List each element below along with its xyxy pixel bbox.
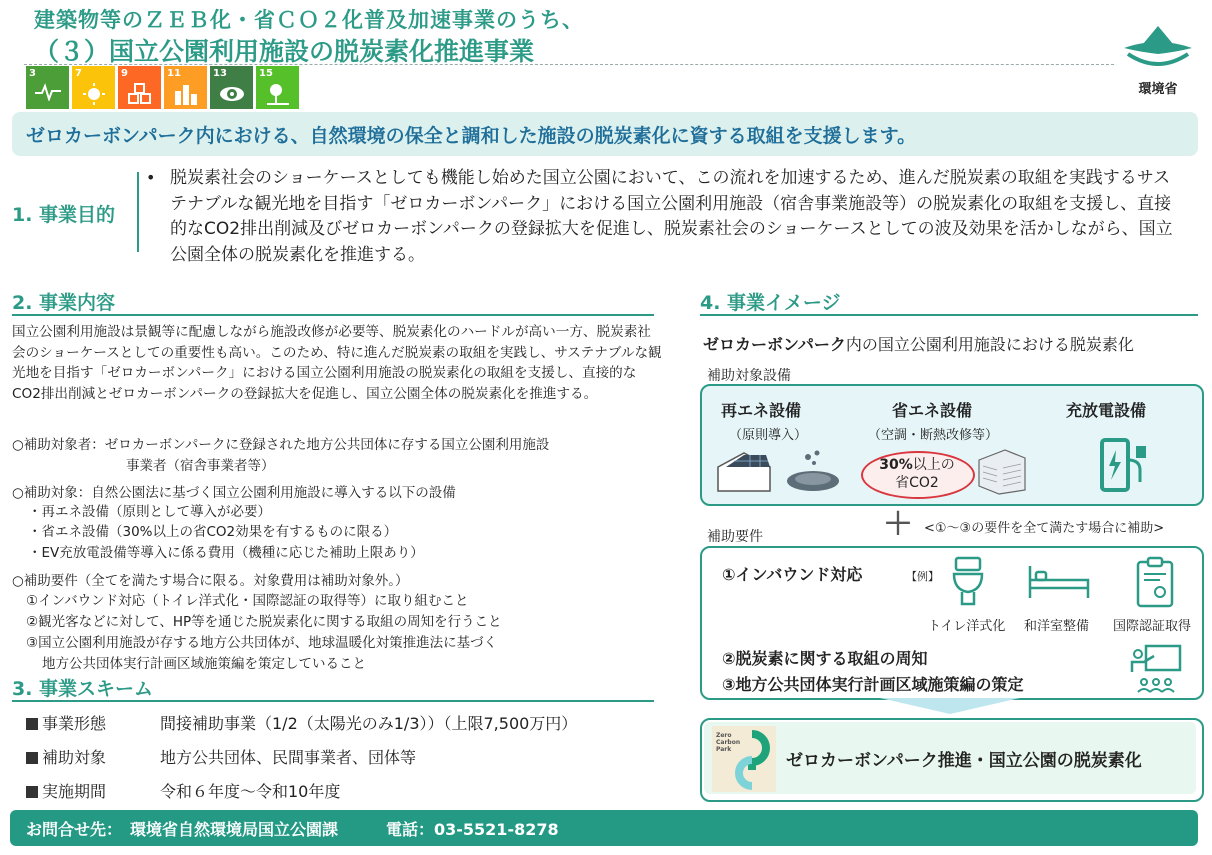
zcp-logo-line3: Park: [716, 746, 732, 753]
sec2-req2: ②観光客などに対して、HP等を通じた脱炭素化に関する取組の周知を行うこと: [26, 614, 502, 630]
solar-house-icon: [714, 447, 774, 493]
sec1-text: 脱炭素社会のショーケースとしても機能し始めた国立公園において、この流れを加速するため、進んだ脱炭素の取組を実践するサステナブルな観光地を目指す「ゼロカーボンパーク」における国立公園利用施設（宿舎事業施設等）の脱炭素化の取組を支援し、直接的なCO2排出削減及びゼロカーボンパークの登録拡大を促進し、脱炭素社会のショーケースとしての波及効果を活かしながら、国立公園全体の脱炭素化を推進する。: [170, 168, 1173, 265]
req-label: 補助要件: [707, 529, 763, 545]
sec2-req3a: ③国立公園利用施設が存する地方公共団体が、地球温暖化対策推進法に基づく: [26, 635, 498, 651]
result-text: ゼロカーボンパーク推進・国立公園の脱炭素化: [786, 751, 1142, 771]
sec2-equip-head: ○補助対象：自然公園法に基づく国立公園利用施設に導入する以下の設備: [12, 485, 456, 501]
sdgs-icons: [26, 66, 299, 109]
zcp-logo-line2: Carbon: [716, 739, 741, 746]
sec2-equip1: ・再エネ設備（原則として導入が必要）: [28, 504, 271, 520]
sec3-row-value: 地方公共団体、民間事業者、団体等: [160, 748, 417, 767]
sec1-divider: [137, 172, 139, 252]
sec3-heading: 3. 事業スキーム: [12, 678, 154, 700]
sec2-equip2: ・省エネ設備（30%以上の省CO2効果を有するものに限る）: [28, 524, 398, 540]
toilet-icon: [948, 556, 988, 608]
square-bullet-icon: [26, 718, 38, 730]
req-local-plan: ③地方公共団体実行計画区域施策編の策定: [722, 675, 1024, 694]
charging-title: 充放電設備: [1066, 401, 1147, 420]
plus-icon: ＋: [883, 507, 913, 542]
example-room: 和洋室整備: [1024, 619, 1090, 634]
zcp-emblem-icon: [730, 730, 774, 790]
co2-reduction-text: 30%以上の 省CO2: [879, 457, 955, 491]
ministry-logo: [1120, 24, 1196, 97]
title-line2: （３）国立公園利用施設の脱炭素化推進事業: [34, 37, 535, 66]
sec2-heading: 2. 事業内容: [12, 292, 116, 314]
air-conditioner-icon: [975, 446, 1029, 496]
sec3-row-label: 事業形態: [26, 711, 106, 734]
example-tag: 【例】: [906, 570, 939, 583]
certificate-icon: [1134, 556, 1176, 608]
req-inbound: ①インバウンド対応: [722, 565, 863, 584]
sec1-heading: 1. 事業目的: [12, 204, 116, 226]
down-arrow-icon: [880, 698, 1020, 714]
renewable-title: 再エネ設備: [721, 401, 802, 420]
equip-label: 補助対象設備: [707, 368, 791, 384]
footer-contact: お問合せ先： 環境省自然環境局国立公園課 電話：03-5521-8278: [26, 820, 559, 839]
req-note: <①～③の要件を全て満たす場合に補助>: [924, 521, 1165, 536]
sec2-target-line1: ○補助対象者：ゼロカーボンパークに登録された地方公共団体に存する国立公園利用施設: [12, 437, 550, 453]
sec1-bullet: •: [146, 168, 156, 187]
square-bullet-icon: [26, 786, 38, 798]
sec3-row-label: 実施期間: [26, 779, 106, 802]
sec2-underline: [12, 314, 654, 316]
example-certification: 国際認証取得: [1113, 619, 1192, 634]
sec2-target-line2: 事業者（宿舎事業者等）: [126, 458, 275, 474]
bed-icon: [1026, 562, 1092, 602]
zcp-logo-line1: Zero: [716, 732, 732, 739]
ev-charger-icon: [1098, 436, 1150, 496]
sec4-subtitle: ゼロカーボンパーク内の国立公園利用施設における脱炭素化: [703, 335, 1134, 354]
example-toilet: トイレ洋式化: [928, 619, 1006, 634]
sdg-9-icon: 9: [118, 66, 161, 109]
energy-saving-title: 省エネ設備: [892, 401, 973, 420]
zero-carbon-park-logo: [712, 726, 776, 792]
presentation-icon: [1128, 642, 1184, 694]
sdg-7-icon: 7: [72, 66, 115, 109]
sdg-11-icon: 11: [164, 66, 207, 109]
mountain-logo-icon: [1122, 24, 1194, 72]
sec2-paragraph: 国立公園利用施設は景観等に配慮しながら施設改修が必要等、脱炭素化のハードルが高い一方、脱炭素社会のショーケースとしての重要性も高い。このため、特に進んだ脱炭素の取組を実践し、サステナブルな観光地を目指す「ゼロカーボンパーク」における国立公園利用施設の脱炭素化の取組を支援し、直接的なCO2排出削減とゼロカーボンパークの登録拡大を促進し、国立公園全体の脱炭素化を推進する。: [12, 324, 662, 403]
sdg-15-icon: 15: [256, 66, 299, 109]
renewable-sub: （原則導入）: [729, 428, 808, 443]
sec2-equip3: ・EV充放電設備等導入に係る費用（機種に応じた補助上限あり）: [28, 545, 424, 561]
sec3-underline: [12, 700, 654, 702]
sec2-req-head: ○補助要件（全てを満たす場合に限る。対象費用は補助対象外。）: [12, 573, 409, 589]
sec4-heading: 4. 事業イメージ: [700, 292, 841, 314]
energy-saving-sub: （空調・断熱改修等）: [868, 428, 999, 443]
sdg-13-icon: 13: [210, 66, 253, 109]
sec2-req3b: 地方公共団体実行計画区域施策編を策定していること: [42, 656, 366, 672]
sec2-req1: ①インバウンド対応（トイレ洋式化・国際認証の取得等）に取り組むこと: [26, 593, 469, 609]
headline-text: ゼロカーボンパーク内における、自然環境の保全と調和した施設の脱炭素化に資する取組を支援します。: [26, 125, 917, 147]
logo-text: 環境省: [1138, 82, 1178, 97]
square-bullet-icon: [26, 752, 38, 764]
sec3-row-label: 補助対象: [26, 745, 106, 768]
sec3-row-value: 間接補助事業（1/2（太陽光のみ1/3））（上限7,500万円）: [160, 714, 578, 733]
sec4-underline: [700, 314, 1198, 316]
sec3-row-value: 令和６年度～令和10年度: [160, 782, 341, 801]
geothermal-icon: [784, 449, 842, 493]
header-divider: [24, 64, 1114, 65]
title-line1: 建築物等のＺＥＢ化・省ＣＯ２化普及加速事業のうち、: [34, 8, 584, 32]
sdg-3-icon: 3: [26, 66, 69, 109]
req-publicity: ②脱炭素に関する取組の周知: [722, 649, 928, 668]
